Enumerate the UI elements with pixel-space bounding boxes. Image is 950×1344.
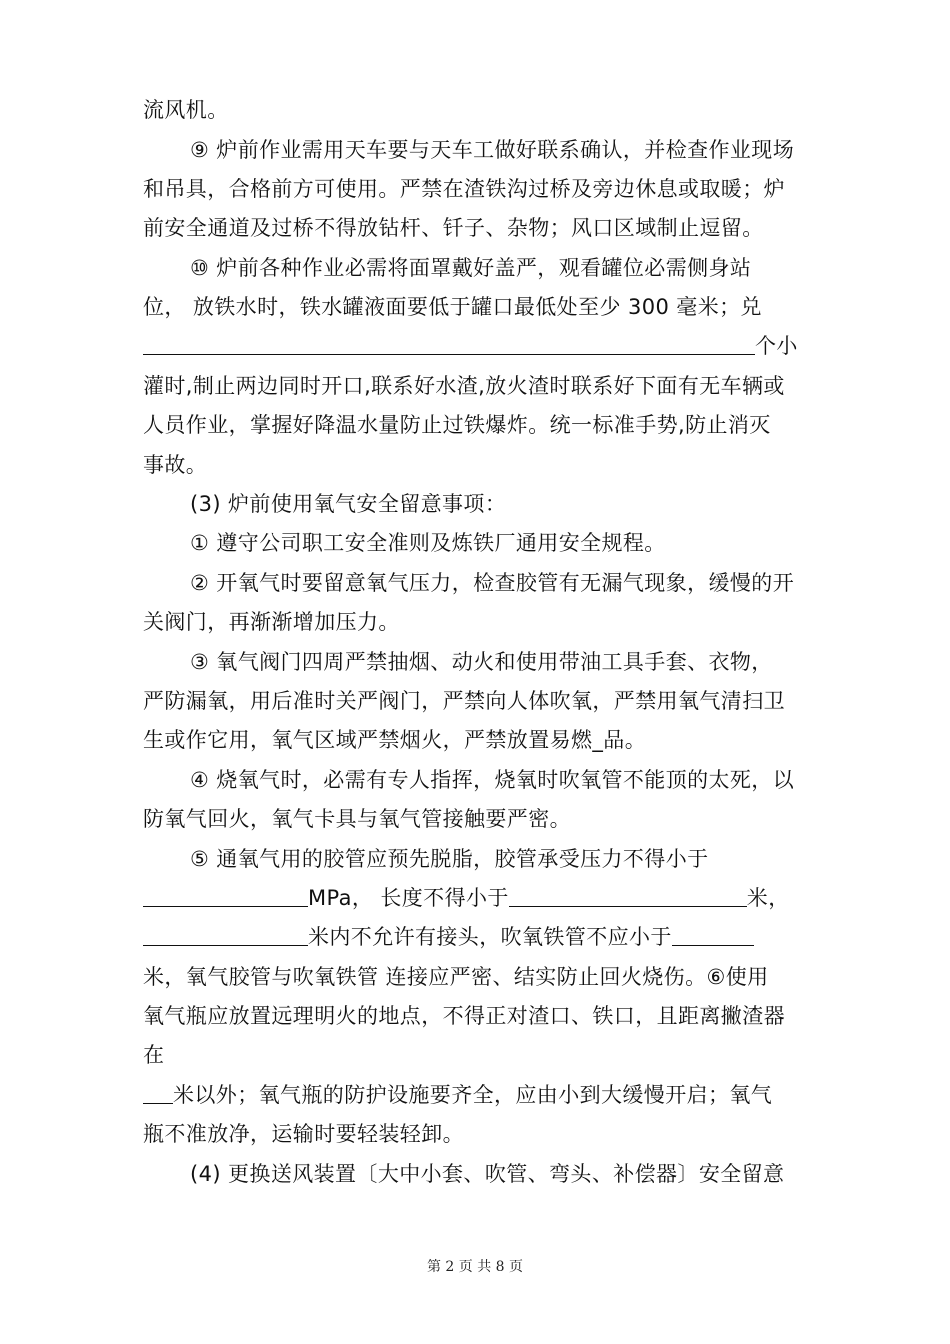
text-line: 严防漏氧，用后准时关严阀门，严禁向人体吹氧，严禁用氧气清扫卫 bbox=[143, 689, 785, 713]
text-fragment: MPa， 长度不得小于 bbox=[308, 886, 509, 910]
text-line: ⑤ 通氧气用的胶管应预先脱脂，胶管承受压力不得小于 bbox=[190, 847, 709, 871]
text-line: 和吊具，合格前方可使用。严禁在渣铁沟过桥及旁边休息或取暖；炉 bbox=[143, 177, 785, 201]
fill-blank-line bbox=[143, 331, 798, 361]
text-line: 位， 放铁水时，铁水罐液面要低于罐口最低处至少 300 毫米；兑 bbox=[143, 295, 762, 319]
text-line: 米，氧气胶管与吹氧铁管 连接应严密、结实防止回火烧伤。⑥使用 bbox=[143, 965, 769, 989]
text-line: 人员作业，掌握好降温水量防止过铁爆炸。统一标准手势,防止消灭 bbox=[143, 413, 771, 437]
text-line: ① 遵守公司职工安全准则及炼铁厂通用安全规程。 bbox=[190, 531, 666, 555]
fill-blank-line bbox=[143, 1080, 772, 1110]
fill-blank-line bbox=[143, 922, 754, 952]
text-line: 关阀门，再渐渐增加压力。 bbox=[143, 610, 400, 634]
text-line: 在 bbox=[143, 1043, 165, 1067]
section-heading: (3) 炉前使用氧气安全留意事项： bbox=[190, 492, 507, 516]
page-footer: 第 2 页 共 8 页 bbox=[426, 1259, 524, 1275]
blank bbox=[143, 1081, 173, 1104]
text-line: ⑩ 炉前各种作业必需将面罩戴好盖严，观看罐位必需侧身站 bbox=[190, 256, 752, 280]
text-line: 瓶不准放净，运输时要轻装轻卸。 bbox=[143, 1122, 464, 1146]
fill-blank-line bbox=[143, 883, 790, 913]
text-line: ③ 氧气阀门四周严禁抽烟、动火和使用带油工具手套、衣物， bbox=[190, 650, 773, 674]
text-line: 防氧气回火，氧气卡具与氧气管接触要严密。 bbox=[143, 807, 571, 831]
text-line: 灌时,制止两边同时开口,联系好水渣,放火渣时联系好下面有无车辆或 bbox=[143, 374, 785, 398]
section-heading: (4) 更换送风装置〔大中小套、吹管、弯头、补偿器〕安全留意 bbox=[190, 1162, 785, 1186]
blank bbox=[509, 884, 747, 907]
text-line: ② 开氧气时要留意氧气压力，检查胶管有无漏气现象，缓慢的开 bbox=[190, 571, 795, 595]
text-line: ⑨ 炉前作业需用天车要与天车工做好联系确认，并检查作业现场 bbox=[190, 138, 795, 162]
text-fragment: 米内不允许有接头，吹氧铁管不应小于 bbox=[308, 925, 672, 949]
text-line: ④ 烧氧气时，必需有专人指挥，烧氧时吹氧管不能顶的太死，以 bbox=[190, 768, 795, 792]
blank bbox=[143, 332, 755, 355]
text-fragment: 米以外；氧气瓶的防护设施要齐全，应由小到大缓慢开启；氧气 bbox=[173, 1083, 773, 1107]
text-line: 生或作它用，氧气区域严禁烟火，严禁放置易燃_品。 bbox=[143, 728, 647, 752]
text-line: 流风机。 bbox=[143, 98, 229, 122]
text-fragment: 个小 bbox=[755, 334, 798, 358]
text-fragment: 米， bbox=[746, 886, 790, 910]
text-line: 前安全通道及过桥不得放钻杆、钎子、杂物；风口区域制止逗留。 bbox=[143, 216, 764, 240]
text-line: 氧气瓶应放置远理明火的地点，不得正对渣口、铁口，且距离撇渣器 bbox=[143, 1004, 785, 1028]
blank bbox=[143, 884, 308, 907]
blank bbox=[672, 923, 754, 946]
text-line: 事故。 bbox=[143, 453, 208, 477]
blank bbox=[143, 923, 308, 946]
